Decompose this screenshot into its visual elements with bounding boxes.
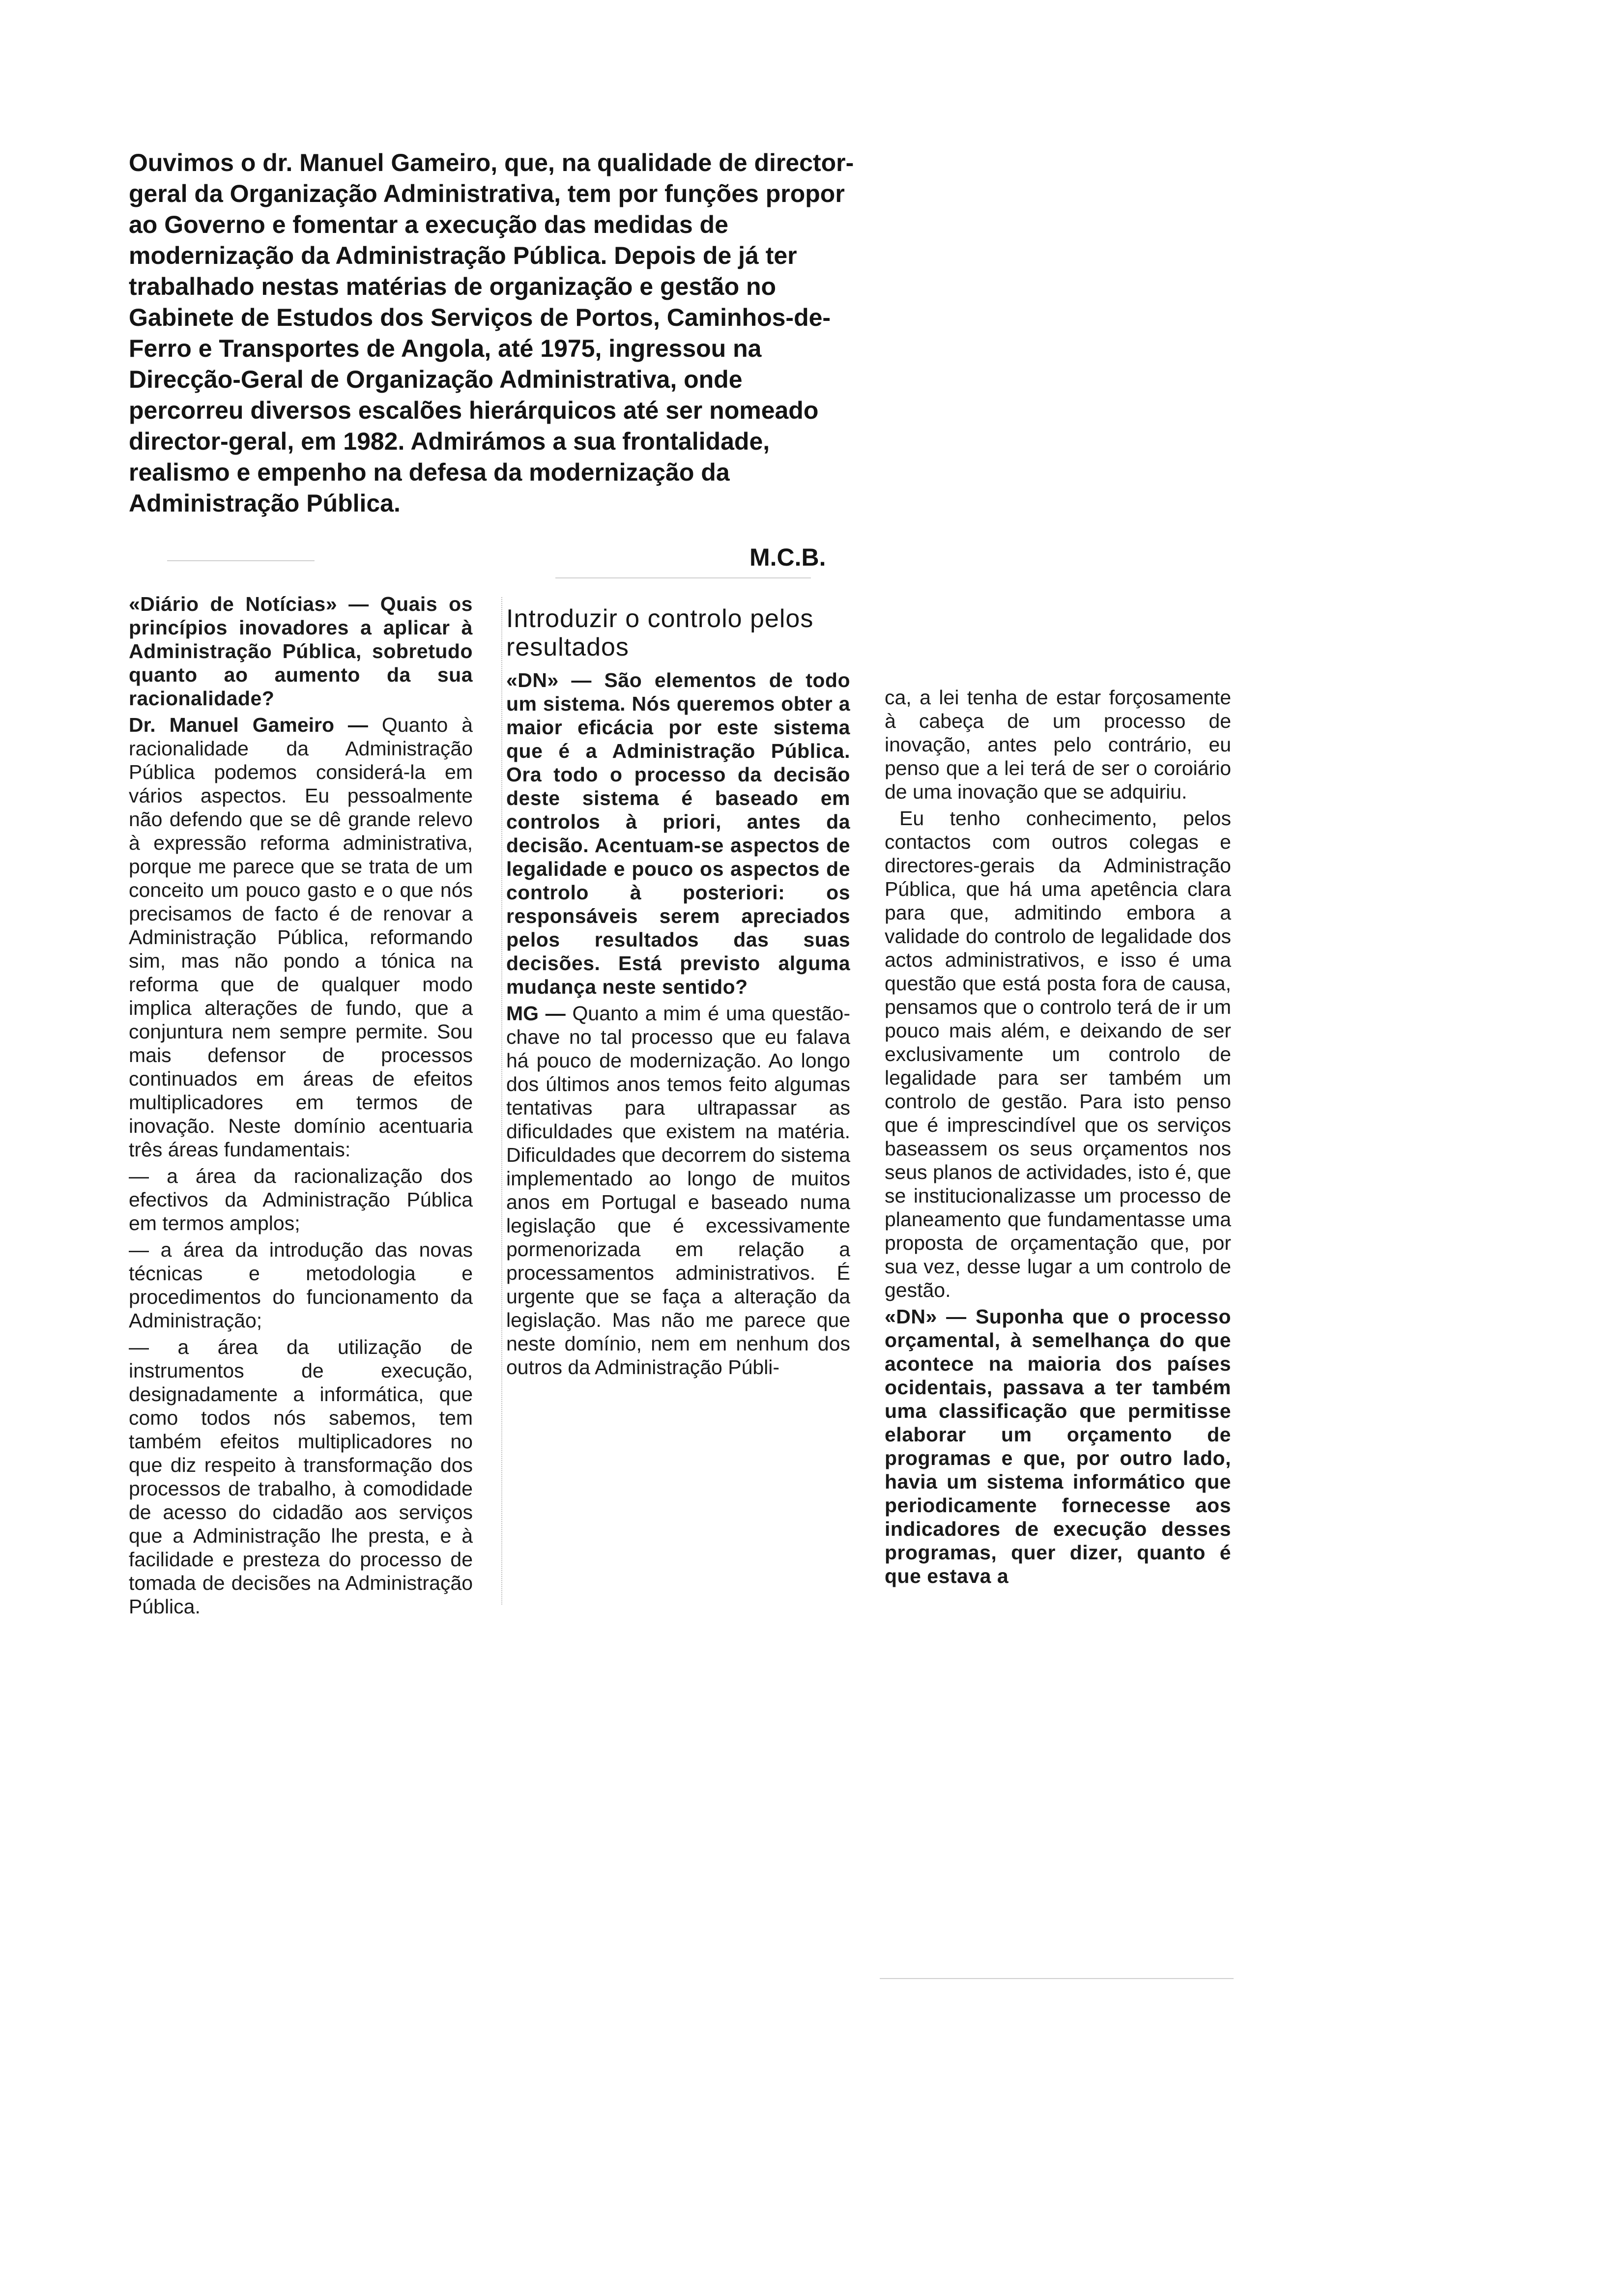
column-2 [506,604,850,1382]
question-speaker: «Diário de Notícias» — [129,593,369,615]
column-3 [885,686,1231,1591]
intro-block [129,147,856,519]
column-separator [501,597,503,1605]
question-speaker: «DN» — [885,1305,967,1328]
answer-speaker: Dr. Manuel Gameiro — [129,714,368,736]
author-initials: M.C.B. [749,544,826,571]
answer-2 [506,1002,850,1379]
scan-artifact [880,1978,1234,1979]
column-1 [129,592,473,1621]
scan-artifact [167,560,315,561]
question-text: Suponha que o processo orçamental, à semelhança do que acontece na maioria dos países ocidentais, passava a ter também uma classificação que permitisse elaborar um orçamento de programas e que, por outro lado, havia um sistema informático que periodicamente fornecesse aos indicadores de execução desses programas, quer dizer, quanto é que estava a [885,1305,1231,1587]
question-text: Quais os princípios inovadores a aplicar à Administração Pública, sobretudo quanto ao aumento da sua racionalidade? [129,593,473,710]
question-3 [885,1305,1231,1588]
question-text: São elementos de todo um sistema. Nós queremos obter a maior eficácia por este sistema que é a Administração Pública. Ora todo o processo da decisão deste sistema é baseado em controlos à priori, antes da decisão. Acentuam-se aspectos de legalidade e pouco os aspectos de controlo à posteriori: os responsáveis serem apreciados pelos resultados das suas decisões. Está previsto alguma mudança neste sentido? [506,669,850,998]
question-speaker: «DN» — [506,669,592,691]
subheading: Introduzir o controlo pelos resultados [506,604,814,661]
list-item-rationalization: — a área da racionalização dos efectivos da Administração Pública em termos amplos; [129,1165,473,1234]
answer-text: Quanto a mim é uma questão-chave no tal processo que eu falava há pouco de modernização. Ao longo dos últimos anos temos feito algumas tentativas para ultrapassar as dificuldades que existem na matéria. Dificuldades que decorrem do sistema implementado ao longo de muitos anos em Portugal e baseado numa legislação que é excessivamente pormenorizada em relação a processamentos administrativos. É urgente que se faça a alteração da legislação. Mas não me parece que neste domínio, nem em nenhum dos outros da Administração Públi- [506,1002,850,1378]
answer-text: Quanto à racionalidade da Administração Pública podemos considerá-la em vários aspectos. Eu pessoalmente não defendo que se dê grande relevo à expressão reforma administrativa, porque me parece que se trata de um conceito um pouco gasto e o que nós precisamos de facto é de renovar a Administração Pública, reformando sim, mas não pondo a tónica na reforma que de qualquer modo implica alterações de fundo, que a conjuntura nem sempre permite. Sou mais defensor de processos continuados em áreas de efeitos multiplicadores em termos de inovação. Neste domínio acentuaria três áreas fundamentais: [129,714,473,1161]
scan-artifact [555,577,811,578]
list-item-techniques: — a área da introdução das novas técnicas e metodologia e procedimentos do funcionamento da Administração; [129,1238,473,1332]
answer-1 [129,713,473,1161]
answer-continuation: ca, a lei tenha de estar forçosamente à cabeça de um processo de inovação, antes pelo contrário, eu penso que a lei terá de ser o coroiário de uma inovação que se adquiriu. [885,686,1231,803]
list-item-instruments: — a área da utilização de instrumentos de execução, designadamente a informática, que como todos nós sabemos, tem também efeitos multiplicadores no que diz respeito à transformação dos processos de trabalho, à comodidade de acesso do cidadão aos serviços que a Administração lhe presta, e à facilidade e presteza do processo de tomada de decisões na Administração Pública. [129,1336,473,1618]
answer-paragraph: Eu tenho conhecimento, pelos contactos com outros colegas e directores-gerais da Administração Pública, que há uma apetência clara para que, admitindo embora a validade do controlo de legalidade dos actos administrativos, e isso é uma questão que está posta fora de causa, pensamos que o controlo terá de ir um pouco mais além, e deixando de ser exclusivamente um controlo de legalidade para ser também um controlo de gestão. Para isto penso que é imprescindível que os serviços baseassem os seus orçamentos nos seus planos de actividades, isto é, que se institucionalizasse um processo de planeamento que fundamentasse uma proposta de orçamentação que, por sua vez, desse lugar a um controlo de gestão. [885,807,1231,1301]
answer-speaker: MG — [506,1002,566,1025]
question-1 [129,592,473,710]
intro-paragraph: Ouvimos o dr. Manuel Gameiro, que, na qualidade de director-geral da Organização Administrativa, tem por funções propor ao Governo e fomentar a execução das medidas de modernização da Administração Pública. Depois de já ter trabalhado nestas matérias de organização e gestão no Gabinete de Estudos dos Serviços de Portos, Caminhos-de-Ferro e Transportes de Angola, até 1975, ingressou na Direcção-Geral de Organização Administrativa, onde percorreu diversos escalões hierárquicos até ser nomeado director-geral, em 1982. Admirámos a sua frontalidade, realismo e empenho na defesa da modernização da Administração Pública. [129,149,854,517]
question-2 [506,668,850,999]
